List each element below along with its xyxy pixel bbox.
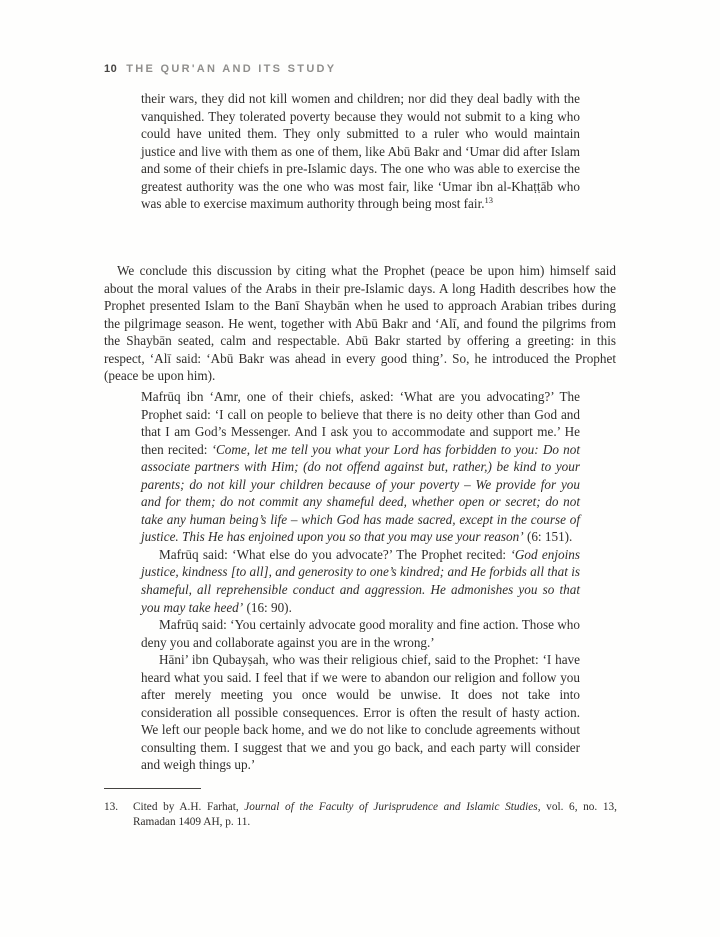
quote-paragraph	[141, 90, 580, 213]
page-number: 10	[104, 63, 118, 75]
footnote	[104, 800, 617, 830]
footnote-number: 13.	[104, 801, 119, 813]
footnote-text: Cited by A.H. Farhat, Journal of the Faculty of Jurisprudence and Islamic Studies, vol. 6, no. 13, Ramadan 1409 AH, p. 11.	[133, 801, 617, 829]
hadith-paragraph-mafruq-question-2: Mafrūq said: ‘What else do you advocate?’ The Prophet recited: ‘God enjoins justice, kindness [to all], and generosity to one’s kindred; and He forbids all that is shameful, all reprehensible conduct and aggression. He admonishes you so that you may take heed’ (16: 90).	[141, 546, 580, 615]
footnote-divider-rule	[104, 788, 201, 789]
quote-text: their wars, they did not kill women and children; nor did they deal badly with the vanquished. They tolerated poverty because they would not submit to a king who could have united them. They only submitted to a ruler who would maintain justice and live with them as one of them, like Abū Bakr and ‘Umar did after Islam and some of their chiefs in pre-Islamic days. The one who was able to exercise the greatest authority was the one who was most fair, like ‘Umar ibn al-Khaṭṭāb who was able to exercise maximum authority through being most fair.	[141, 91, 580, 212]
block-quote-opening	[141, 90, 580, 213]
hadith-paragraph-mafruq-question-1: Mafrūq ibn ‘Amr, one of their chiefs, asked: ‘What are you advocating?’ The Prophet said: ‘I call on people to believe that there is no deity other than God and that I am God’s Messenger. And I ask you to accommodate and support me.’ He then recited: ‘Come, let me tell you what your Lord has forbidden to you: Do not associate partners with Him; (do not offend against but, rather,) be kind to your parents; do not kill your children because of your poverty – We provide for you and for them; do not commit any shameful deed, whether open or secret; do not take any human being’s life – which God has made sacred, except in the course of justice. This He has enjoined upon you so that you may use your reason’ (6: 151).	[141, 389, 580, 545]
block-quote-hadith	[141, 388, 580, 774]
hadith-paragraph-hani-reply: Hāni’ ibn Qubayṣah, who was their religious chief, said to the Prophet: ‘I have heard what you said. I feel that if we were to abandon our religion and follow you after merely meeting you once would be unwise. It does not take into consideration all possible consequences. Error is often the result of hasty action. We left our people back home, and we do not like to conclude agreements without consulting them. I suggest that we and you go back, and each party will consider and weigh things up.’	[141, 652, 580, 773]
running-head-title: THE QUR'AN AND ITS STUDY	[126, 63, 337, 75]
footnote-reference: 13	[484, 195, 494, 206]
main-paragraph: We conclude this discussion by citing what the Prophet (peace be upon him) himself said about the moral values of the Arabs in their pre-Islamic days. A long Hadith describes how the Prophet presented Islam to the Banī Shaybān when he used to approach Arabian tribes during the pilgrimage season. He went, together with Abū Bakr and ‘Alī, and found the pilgrims from the Shaybān seated, calm and respectable. Abū Bakr started by offering a greeting: in this respect, ‘Alī said: ‘Abū Bakr was ahead in every good thing’. So, he introduced the Prophet (peace be upon him).	[104, 263, 616, 384]
running-header	[104, 63, 336, 76]
hadith-paragraph-mafruq-reply: Mafrūq said: ‘You certainly advocate good morality and fine action. Those who deny you and collaborate against you are in the wrong.’	[141, 617, 580, 650]
